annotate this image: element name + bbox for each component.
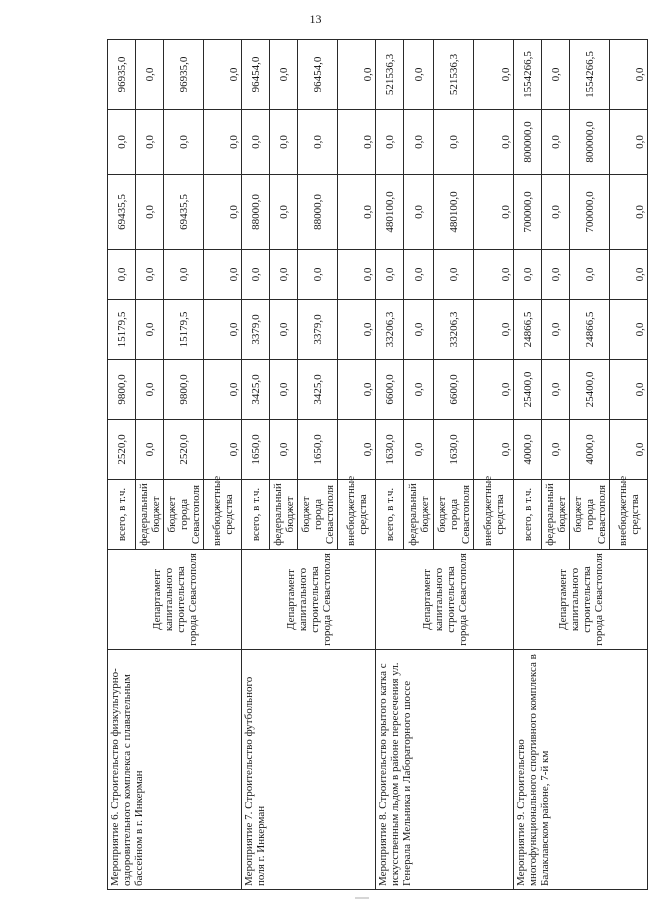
funding-amount: 800000,0 [570, 110, 610, 175]
funding-amount: 0,0 [474, 110, 514, 175]
funding-amount: 0,0 [542, 250, 570, 300]
funding-amount: 33206,3 [376, 300, 404, 360]
funding-amount: 0,0 [242, 250, 270, 300]
funding-amount: 0,0 [270, 420, 298, 480]
funding-amount: 0,0 [542, 360, 570, 420]
funding-amount: 96454,0 [298, 40, 338, 110]
funding-amount: 2520,0 [108, 420, 136, 480]
funding-amount: 0,0 [298, 110, 338, 175]
rotated-table-container [107, 40, 646, 890]
funding-amount: 1650,0 [298, 420, 338, 480]
funding-amount: 69435,5 [164, 175, 204, 250]
funding-source: федеральный бюджет [542, 480, 570, 550]
funding-amount: 96935,0 [164, 40, 204, 110]
funding-source: внебюджетные средства [610, 480, 648, 550]
funding-amount: 96454,0 [242, 40, 270, 110]
funding-amount: 1554266,5 [570, 40, 610, 110]
funding-source: бюджет города Севастополя [434, 480, 474, 550]
funding-amount: 0,0 [474, 300, 514, 360]
funding-amount: 0,0 [376, 110, 404, 175]
activity-name: Мероприятие 7. Строительство футбольного поля г. Инкерман [242, 650, 376, 890]
funding-amount: 0,0 [270, 250, 298, 300]
activity-name: Мероприятие 8. Строительство крытого катка с искусственным льдом в районе пересечения ул. Генерала Мельника и Лабораторного шоссе [376, 650, 514, 890]
funding-amount: 96935,0 [108, 40, 136, 110]
funding-amount: 24866,5 [514, 300, 542, 360]
activity-executor: Департамент капитального строительства города Севастополя [242, 550, 376, 650]
funding-amount: 0,0 [610, 360, 648, 420]
funding-amount: 1630,0 [376, 420, 404, 480]
funding-amount: 0,0 [474, 250, 514, 300]
funding-amount: 0,0 [136, 360, 164, 420]
funding-amount: 0,0 [542, 300, 570, 360]
funding-amount: 0,0 [270, 175, 298, 250]
scan-artifact [355, 897, 369, 899]
funding-amount: 4000,0 [570, 420, 610, 480]
funding-source: федеральный бюджет [270, 480, 298, 550]
funding-amount: 0,0 [270, 300, 298, 360]
funding-amount: 0,0 [270, 360, 298, 420]
activity-name: Мероприятие 6. Строительство физкультурно-оздоровительного комплекса с плавательным бассейном в г. Инкерман [108, 650, 242, 890]
funding-amount: 0,0 [474, 420, 514, 480]
funding-amount: 1630,0 [434, 420, 474, 480]
funding-amount: 0,0 [204, 250, 242, 300]
funding-amount: 0,0 [376, 250, 404, 300]
funding-source: внебюджетные средства [204, 480, 242, 550]
funding-amount: 0,0 [404, 40, 434, 110]
funding-amount: 0,0 [298, 250, 338, 300]
funding-amount: 0,0 [404, 420, 434, 480]
funding-source: внебюджетные средства [474, 480, 514, 550]
funding-amount: 2520,0 [164, 420, 204, 480]
funding-source: федеральный бюджет [136, 480, 164, 550]
activity-executor: Департамент капитального строительства города Севастополя [376, 550, 514, 650]
funding-amount: 0,0 [610, 420, 648, 480]
funding-amount: 88000,0 [242, 175, 270, 250]
funding-amount: 15179,5 [108, 300, 136, 360]
funding-amount: 0,0 [514, 250, 542, 300]
funding-amount: 88000,0 [298, 175, 338, 250]
funding-amount: 700000,0 [570, 175, 610, 250]
funding-amount: 0,0 [136, 40, 164, 110]
funding-amount: 700000,0 [514, 175, 542, 250]
funding-amount: 4000,0 [514, 420, 542, 480]
funding-amount: 0,0 [404, 300, 434, 360]
funding-amount: 0,0 [136, 300, 164, 360]
funding-amount: 0,0 [338, 175, 376, 250]
funding-amount: 0,0 [474, 360, 514, 420]
budget-table [107, 39, 648, 890]
funding-amount: 0,0 [474, 40, 514, 110]
funding-amount: 0,0 [404, 250, 434, 300]
table-row [514, 40, 542, 890]
funding-amount: 0,0 [204, 175, 242, 250]
funding-source: всего, в т.ч. [242, 480, 270, 550]
funding-source: бюджет города Севастополя [570, 480, 610, 550]
funding-amount: 0,0 [136, 175, 164, 250]
funding-amount: 0,0 [136, 250, 164, 300]
funding-source: всего, в т.ч. [514, 480, 542, 550]
funding-amount: 0,0 [338, 250, 376, 300]
table-row [242, 40, 270, 890]
funding-source: федеральный бюджет [404, 480, 434, 550]
funding-amount: 0,0 [610, 175, 648, 250]
funding-amount: 6600,0 [434, 360, 474, 420]
funding-amount: 3379,0 [242, 300, 270, 360]
funding-amount: 0,0 [404, 360, 434, 420]
funding-amount: 0,0 [404, 175, 434, 250]
funding-amount: 9800,0 [108, 360, 136, 420]
funding-amount: 0,0 [338, 360, 376, 420]
funding-amount: 0,0 [204, 110, 242, 175]
funding-source: всего, в т.ч. [376, 480, 404, 550]
funding-amount: 15179,5 [164, 300, 204, 360]
funding-amount: 521536,3 [434, 40, 474, 110]
funding-amount: 0,0 [204, 40, 242, 110]
table-row [376, 40, 404, 890]
funding-amount: 0,0 [338, 110, 376, 175]
funding-amount: 69435,5 [108, 175, 136, 250]
funding-amount: 0,0 [338, 300, 376, 360]
funding-amount: 3379,0 [298, 300, 338, 360]
funding-amount: 1554266,5 [514, 40, 542, 110]
funding-amount: 800000,0 [514, 110, 542, 175]
funding-amount: 0,0 [610, 40, 648, 110]
funding-amount: 0,0 [204, 300, 242, 360]
funding-amount: 0,0 [570, 250, 610, 300]
page-number: 13 [309, 12, 322, 26]
activity-executor: Департамент капитального строительства города Севастополя [514, 550, 648, 650]
funding-source: всего, в т.ч. [108, 480, 136, 550]
funding-amount: 0,0 [542, 40, 570, 110]
activity-name: Мероприятие 9. Строительство многофункционального спортивного комплекса в Балаклавском районе, 7-й км [514, 650, 648, 890]
funding-amount: 0,0 [474, 175, 514, 250]
funding-amount: 0,0 [542, 110, 570, 175]
funding-amount: 0,0 [164, 250, 204, 300]
funding-amount: 0,0 [610, 300, 648, 360]
funding-amount: 3425,0 [242, 360, 270, 420]
funding-amount: 0,0 [434, 250, 474, 300]
funding-amount: 0,0 [270, 110, 298, 175]
funding-amount: 0,0 [204, 420, 242, 480]
funding-amount: 0,0 [404, 110, 434, 175]
activity-executor: Департамент капитального строительства города Севастополя [108, 550, 242, 650]
funding-amount: 0,0 [542, 175, 570, 250]
funding-amount: 521536,3 [376, 40, 404, 110]
funding-source: внебюджетные средства [338, 480, 376, 550]
funding-amount: 0,0 [242, 110, 270, 175]
funding-amount: 480100,0 [376, 175, 404, 250]
funding-amount: 0,0 [610, 250, 648, 300]
funding-amount: 1650,0 [242, 420, 270, 480]
funding-source: бюджет города Севастополя [164, 480, 204, 550]
funding-amount: 0,0 [338, 40, 376, 110]
funding-amount: 0,0 [204, 360, 242, 420]
funding-amount: 33206,3 [434, 300, 474, 360]
table-row [108, 40, 136, 890]
funding-amount: 0,0 [108, 250, 136, 300]
funding-amount: 9800,0 [164, 360, 204, 420]
funding-amount: 25400,0 [514, 360, 542, 420]
funding-amount: 0,0 [338, 420, 376, 480]
funding-amount: 0,0 [108, 110, 136, 175]
funding-amount: 24866,5 [570, 300, 610, 360]
funding-amount: 25400,0 [570, 360, 610, 420]
funding-amount: 0,0 [434, 110, 474, 175]
funding-amount: 480100,0 [434, 175, 474, 250]
funding-amount: 0,0 [136, 110, 164, 175]
funding-amount: 0,0 [542, 420, 570, 480]
funding-source: бюджет города Севастополя [298, 480, 338, 550]
funding-amount: 0,0 [270, 40, 298, 110]
funding-amount: 0,0 [610, 110, 648, 175]
funding-amount: 0,0 [164, 110, 204, 175]
funding-amount: 3425,0 [298, 360, 338, 420]
funding-amount: 0,0 [136, 420, 164, 480]
funding-amount: 6600,0 [376, 360, 404, 420]
